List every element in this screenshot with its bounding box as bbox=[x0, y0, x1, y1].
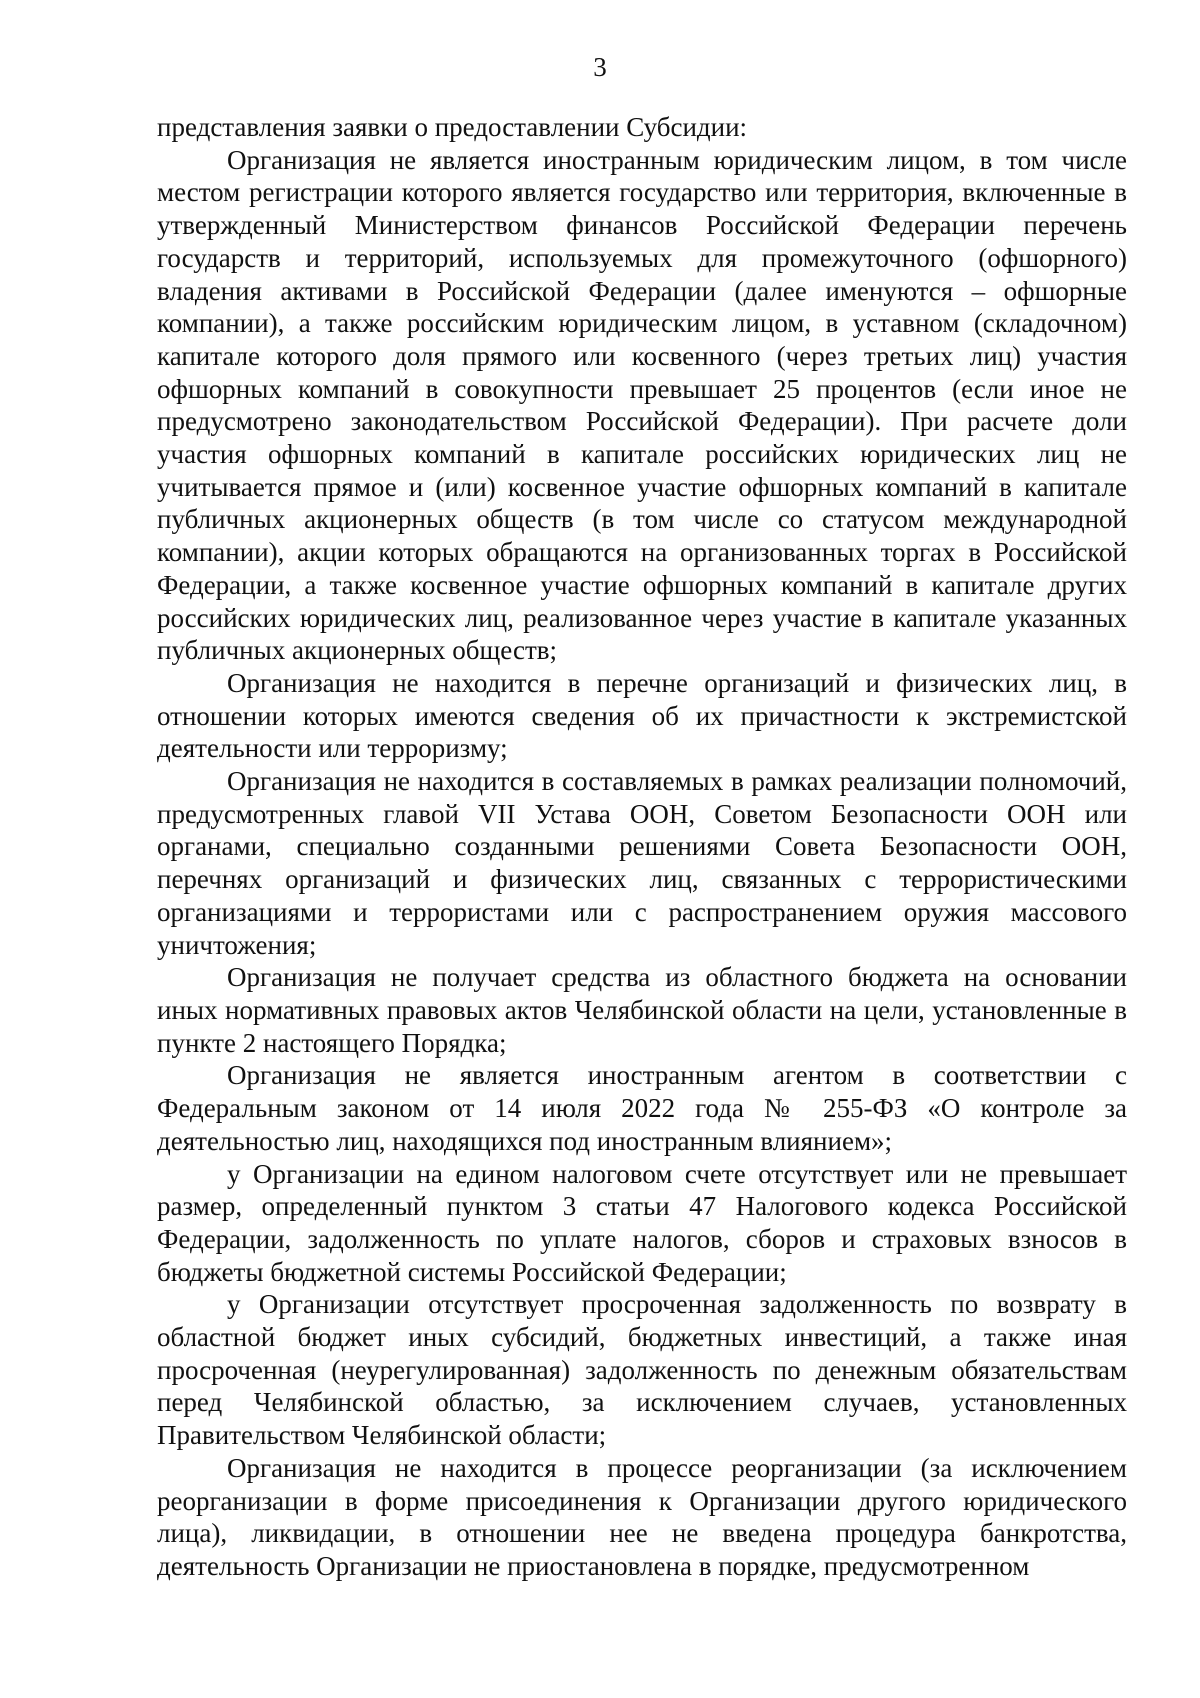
page-number: 3 bbox=[593, 52, 607, 82]
paragraph-extremism-criterion: Организация не находится в перечне организаций и физических лиц, в отношении которых имеются сведения об их причастности к экстремистской деятельности или терроризму; bbox=[157, 667, 1127, 764]
body-text bbox=[157, 111, 1127, 1583]
paragraph-overdue-debt-criterion: у Организации отсутствует просроченная задолженность по возврату в областной бюджет иных субсидий, бюджетных инвестиций, а также иная просроченная (неурегулированная) задолженность по денежным обязательствам перед Челябинской областью, за исключением случаев, установленных Правительством Челябинской области; bbox=[157, 1289, 1127, 1451]
paragraph-foreign-agent-criterion: Организация не является иностранным агентом в соответствии с Федеральным законом от 14 июля 2022 года № 255-ФЗ «О контроле за деятельностью лиц, находящихся под иностранным влиянием»; bbox=[157, 1060, 1127, 1156]
paragraph-reorganization-criterion: Организация не находится в процессе реорганизации (за исключением реорганизации в форме присоединения к Организации другого юридического лица), ликвидации, в отношении нее не введена процедура банкротства, деятельность Организации не приостановлена в порядке, предусмотренном bbox=[157, 1452, 1127, 1581]
paragraph-regional-budget-criterion: Организация не получает средства из областного бюджета на основании иных нормативных правовых актов Челябинской области на цели, установленные в пункте 2 настоящего Порядка; bbox=[157, 962, 1127, 1058]
paragraph-un-sanctions-criterion: Организация не находится в составляемых в рамках реализации полномочий, предусмотренных главой VII Устава ООН, Советом Безопасности ООН или органами, специально созданными решениями Совета Безопасности ООН, перечнях организаций и физических лиц, связанных с террористическими организациями и террористами или с распространением оружия массового уничтожения; bbox=[157, 766, 1127, 960]
paragraph-continuation: представления заявки о предоставлении Субсидии: bbox=[157, 112, 748, 142]
paragraph-offshore-criterion: Организация не является иностранным юридическим лицом, в том числе местом регистрации которого является государство или территория, включенные в утвержденный Министерством финансов Российской Федерации перечень государств и территорий, используемых для промежуточного (офшорного) владения активами в Российской Федерации (далее именуются – офшорные компании), а также российским юридическим лицом, в уставном (складочном) капитале которого доля прямого или косвенного (через третьих лиц) участия офшорных компаний в совокупности превышает 25 процентов (если иное не предусмотрено законодательством Российской Федерации). При расчете доли участия офшорных компаний в капитале российских юридических лиц не учитывается прямое и (или) косвенное участие офшорных компаний в капитале публичных акционерных обществ (в том числе со статусом международной компании), акции которых обращаются на организованных торгах в Российской Федерации, а также косвенное участие офшорных компаний в капитале других российских юридических лиц, реализованное через участие в капитале указанных публичных акционерных обществ; bbox=[157, 144, 1127, 666]
paragraph-tax-debt-criterion: у Организации на едином налоговом счете отсутствует или не превышает размер, определенный пунктом 3 статьи 47 Налогового кодекса Российской Федерации, задолженность по уплате налогов, сборов и страховых взносов в бюджеты бюджетной системы Российской Федерации; bbox=[157, 1158, 1127, 1287]
